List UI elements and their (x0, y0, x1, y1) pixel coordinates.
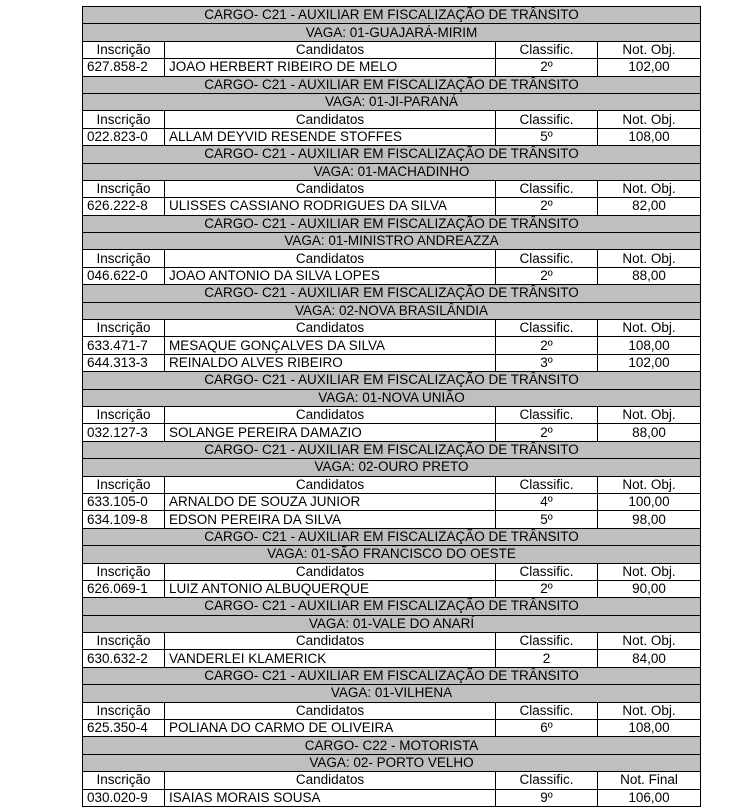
vaga-row (83, 754, 701, 771)
vaga-title: VAGA: 02- PORTO VELHO (83, 754, 701, 771)
vaga-row (83, 389, 701, 406)
header-candidatos: Candidatos (165, 250, 496, 267)
table-row (83, 511, 701, 528)
header-candidatos: Candidatos (165, 41, 496, 58)
header-inscricao: Inscrição (83, 563, 165, 580)
header-candidatos: Candidatos (165, 111, 496, 128)
vaga-title: VAGA: 01-JI-PARANÁ (83, 93, 701, 110)
column-header-row (83, 320, 701, 337)
table-row (83, 650, 701, 667)
cargo-row (83, 372, 701, 389)
cell-nota: 108,00 (598, 720, 701, 737)
header-candidatos: Candidatos (165, 180, 496, 197)
header-inscricao: Inscrição (83, 180, 165, 197)
cell-classificacao: 2 (496, 650, 598, 667)
header-candidatos: Candidatos (165, 633, 496, 650)
vaga-row (83, 163, 701, 180)
cell-candidato: LUIZ ANTONIO ALBUQUERQUE (165, 580, 496, 597)
cargo-title: CARGO- C22 - MOTORISTA (83, 737, 701, 754)
header-candidatos: Candidatos (165, 772, 496, 789)
cell-inscricao: 634.109-8 (83, 511, 165, 528)
header-classificacao: Classific. (496, 320, 598, 337)
header-candidatos: Candidatos (165, 320, 496, 337)
cell-classificacao: 2º (496, 267, 598, 284)
cell-nota: 102,00 (598, 354, 701, 371)
vaga-title: VAGA: 01-VILHENA (83, 685, 701, 702)
cell-classificacao: 4º (496, 493, 598, 510)
header-inscricao: Inscrição (83, 41, 165, 58)
cell-candidato: POLIANA DO CARMO DE OLIVEIRA (165, 720, 496, 737)
cell-candidato: ISAIAS MORAIS SOUSA (165, 789, 496, 806)
cell-inscricao: 046.622-0 (83, 267, 165, 284)
cell-classificacao: 2º (496, 198, 598, 215)
cell-inscricao: 630.632-2 (83, 650, 165, 667)
header-inscricao: Inscrição (83, 111, 165, 128)
cargo-title: CARGO- C21 - AUXILIAR EM FISCALIZAÇÃO DE TRÂNSITO (83, 146, 701, 163)
vaga-title: VAGA: 01-VALE DO ANARÍ (83, 615, 701, 632)
cell-inscricao: 626.222-8 (83, 198, 165, 215)
table-row (83, 267, 701, 284)
cell-nota: 106,00 (598, 789, 701, 806)
vaga-row (83, 546, 701, 563)
cell-inscricao: 627.858-2 (83, 59, 165, 76)
header-classificacao: Classific. (496, 476, 598, 493)
cargo-row (83, 598, 701, 615)
cargo-title: CARGO- C21 - AUXILIAR EM FISCALIZAÇÃO DE TRÂNSITO (83, 667, 701, 684)
header-candidatos: Candidatos (165, 406, 496, 423)
results-table (82, 6, 701, 807)
cell-inscricao: 626.069-1 (83, 580, 165, 597)
header-inscricao: Inscrição (83, 406, 165, 423)
header-nota: Not. Obj. (598, 633, 701, 650)
cell-candidato: MESAQUE GONÇALVES DA SILVA (165, 337, 496, 354)
cargo-title: CARGO- C21 - AUXILIAR EM FISCALIZAÇÃO DE TRÂNSITO (83, 7, 701, 24)
vaga-row (83, 233, 701, 250)
cell-candidato: VANDERLEI KLAMERICK (165, 650, 496, 667)
vaga-title: VAGA: 01-MACHADINHO (83, 163, 701, 180)
cell-nota: 88,00 (598, 267, 701, 284)
cell-nota: 108,00 (598, 337, 701, 354)
column-header-row (83, 476, 701, 493)
cargo-title: CARGO- C21 - AUXILIAR EM FISCALIZAÇÃO DE TRÂNSITO (83, 76, 701, 93)
cell-classificacao: 2º (496, 580, 598, 597)
table-row (83, 337, 701, 354)
header-nota: Not. Obj. (598, 180, 701, 197)
cell-candidato: REINALDO ALVES RIBEIRO (165, 354, 496, 371)
header-nota: Not. Obj. (598, 111, 701, 128)
cell-candidato: EDSON PEREIRA DA SILVA (165, 511, 496, 528)
header-classificacao: Classific. (496, 772, 598, 789)
cargo-title: CARGO- C21 - AUXILIAR EM FISCALIZAÇÃO DE TRÂNSITO (83, 285, 701, 302)
vaga-row (83, 459, 701, 476)
vaga-row (83, 302, 701, 319)
cell-inscricao: 030.020-9 (83, 789, 165, 806)
cell-classificacao: 5º (496, 511, 598, 528)
cargo-row (83, 146, 701, 163)
header-inscricao: Inscrição (83, 702, 165, 719)
results-table-body (83, 7, 701, 807)
cell-classificacao: 2º (496, 424, 598, 441)
header-classificacao: Classific. (496, 111, 598, 128)
cargo-title: CARGO- C21 - AUXILIAR EM FISCALIZAÇÃO DE TRÂNSITO (83, 528, 701, 545)
cell-inscricao: 633.471-7 (83, 337, 165, 354)
cargo-row (83, 285, 701, 302)
cell-candidato: JOAO ANTONIO DA SILVA LOPES (165, 267, 496, 284)
cell-candidato: ULISSES CASSIANO RODRIGUES DA SILVA (165, 198, 496, 215)
cell-inscricao: 032.127-3 (83, 424, 165, 441)
table-row (83, 59, 701, 76)
column-header-row (83, 41, 701, 58)
header-classificacao: Classific. (496, 406, 598, 423)
vaga-title: VAGA: 01-MINISTRO ANDREAZZA (83, 233, 701, 250)
vaga-row (83, 615, 701, 632)
header-inscricao: Inscrição (83, 250, 165, 267)
cargo-row (83, 667, 701, 684)
column-header-row (83, 772, 701, 789)
table-row (83, 580, 701, 597)
cargo-row (83, 528, 701, 545)
cell-candidato: ALLAM DEYVID RESENDE STOFFES (165, 128, 496, 145)
cell-classificacao: 9º (496, 789, 598, 806)
header-nota: Not. Final (598, 772, 701, 789)
column-header-row (83, 180, 701, 197)
cell-inscricao: 022.823-0 (83, 128, 165, 145)
cell-classificacao: 2º (496, 59, 598, 76)
cell-nota: 82,00 (598, 198, 701, 215)
cell-classificacao: 6º (496, 720, 598, 737)
vaga-title: VAGA: 01-NOVA UNIÃO (83, 389, 701, 406)
cell-nota: 100,00 (598, 493, 701, 510)
vaga-title: VAGA: 01-SÃO FRANCISCO DO OESTE (83, 546, 701, 563)
header-classificacao: Classific. (496, 180, 598, 197)
column-header-row (83, 250, 701, 267)
column-header-row (83, 633, 701, 650)
cargo-row (83, 441, 701, 458)
header-nota: Not. Obj. (598, 250, 701, 267)
header-classificacao: Classific. (496, 41, 598, 58)
cell-candidato: ARNALDO DE SOUZA JUNIOR (165, 493, 496, 510)
header-inscricao: Inscrição (83, 633, 165, 650)
column-header-row (83, 563, 701, 580)
header-inscricao: Inscrição (83, 476, 165, 493)
header-candidatos: Candidatos (165, 702, 496, 719)
table-row (83, 128, 701, 145)
cargo-title: CARGO- C21 - AUXILIAR EM FISCALIZAÇÃO DE TRÂNSITO (83, 215, 701, 232)
cell-candidato: JOAO HERBERT RIBEIRO DE MELO (165, 59, 496, 76)
column-header-row (83, 111, 701, 128)
table-row (83, 720, 701, 737)
header-inscricao: Inscrição (83, 320, 165, 337)
vaga-row (83, 93, 701, 110)
cell-classificacao: 5º (496, 128, 598, 145)
column-header-row (83, 702, 701, 719)
cell-classificacao: 3º (496, 354, 598, 371)
cargo-title: CARGO- C21 - AUXILIAR EM FISCALIZAÇÃO DE TRÂNSITO (83, 372, 701, 389)
header-classificacao: Classific. (496, 563, 598, 580)
cell-inscricao: 625.350-4 (83, 720, 165, 737)
cargo-row (83, 737, 701, 754)
vaga-row (83, 24, 701, 41)
header-nota: Not. Obj. (598, 476, 701, 493)
header-nota: Not. Obj. (598, 320, 701, 337)
cell-inscricao: 633.105-0 (83, 493, 165, 510)
header-classificacao: Classific. (496, 250, 598, 267)
cell-nota: 98,00 (598, 511, 701, 528)
column-header-row (83, 406, 701, 423)
header-candidatos: Candidatos (165, 476, 496, 493)
cell-nota: 108,00 (598, 128, 701, 145)
cell-candidato: SOLANGE PEREIRA DAMAZIO (165, 424, 496, 441)
vaga-row (83, 685, 701, 702)
vaga-title: VAGA: 01-GUAJARÁ-MIRIM (83, 24, 701, 41)
header-nota: Not. Obj. (598, 563, 701, 580)
header-nota: Not. Obj. (598, 406, 701, 423)
cargo-title: CARGO- C21 - AUXILIAR EM FISCALIZAÇÃO DE TRÂNSITO (83, 598, 701, 615)
header-classificacao: Classific. (496, 702, 598, 719)
table-row (83, 493, 701, 510)
cell-nota: 90,00 (598, 580, 701, 597)
table-row (83, 198, 701, 215)
vaga-title: VAGA: 02-OURO PRETO (83, 459, 701, 476)
vaga-title: VAGA: 02-NOVA BRASILÂNDIA (83, 302, 701, 319)
cell-classificacao: 2º (496, 337, 598, 354)
header-classificacao: Classific. (496, 633, 598, 650)
cargo-row (83, 215, 701, 232)
cell-nota: 88,00 (598, 424, 701, 441)
cargo-title: CARGO- C21 - AUXILIAR EM FISCALIZAÇÃO DE TRÂNSITO (83, 441, 701, 458)
header-inscricao: Inscrição (83, 772, 165, 789)
table-row (83, 424, 701, 441)
cell-inscricao: 644.313-3 (83, 354, 165, 371)
header-nota: Not. Obj. (598, 41, 701, 58)
cargo-row (83, 76, 701, 93)
table-row (83, 354, 701, 371)
header-candidatos: Candidatos (165, 563, 496, 580)
cell-nota: 102,00 (598, 59, 701, 76)
header-nota: Not. Obj. (598, 702, 701, 719)
cell-nota: 84,00 (598, 650, 701, 667)
cargo-row (83, 7, 701, 24)
table-row (83, 789, 701, 806)
